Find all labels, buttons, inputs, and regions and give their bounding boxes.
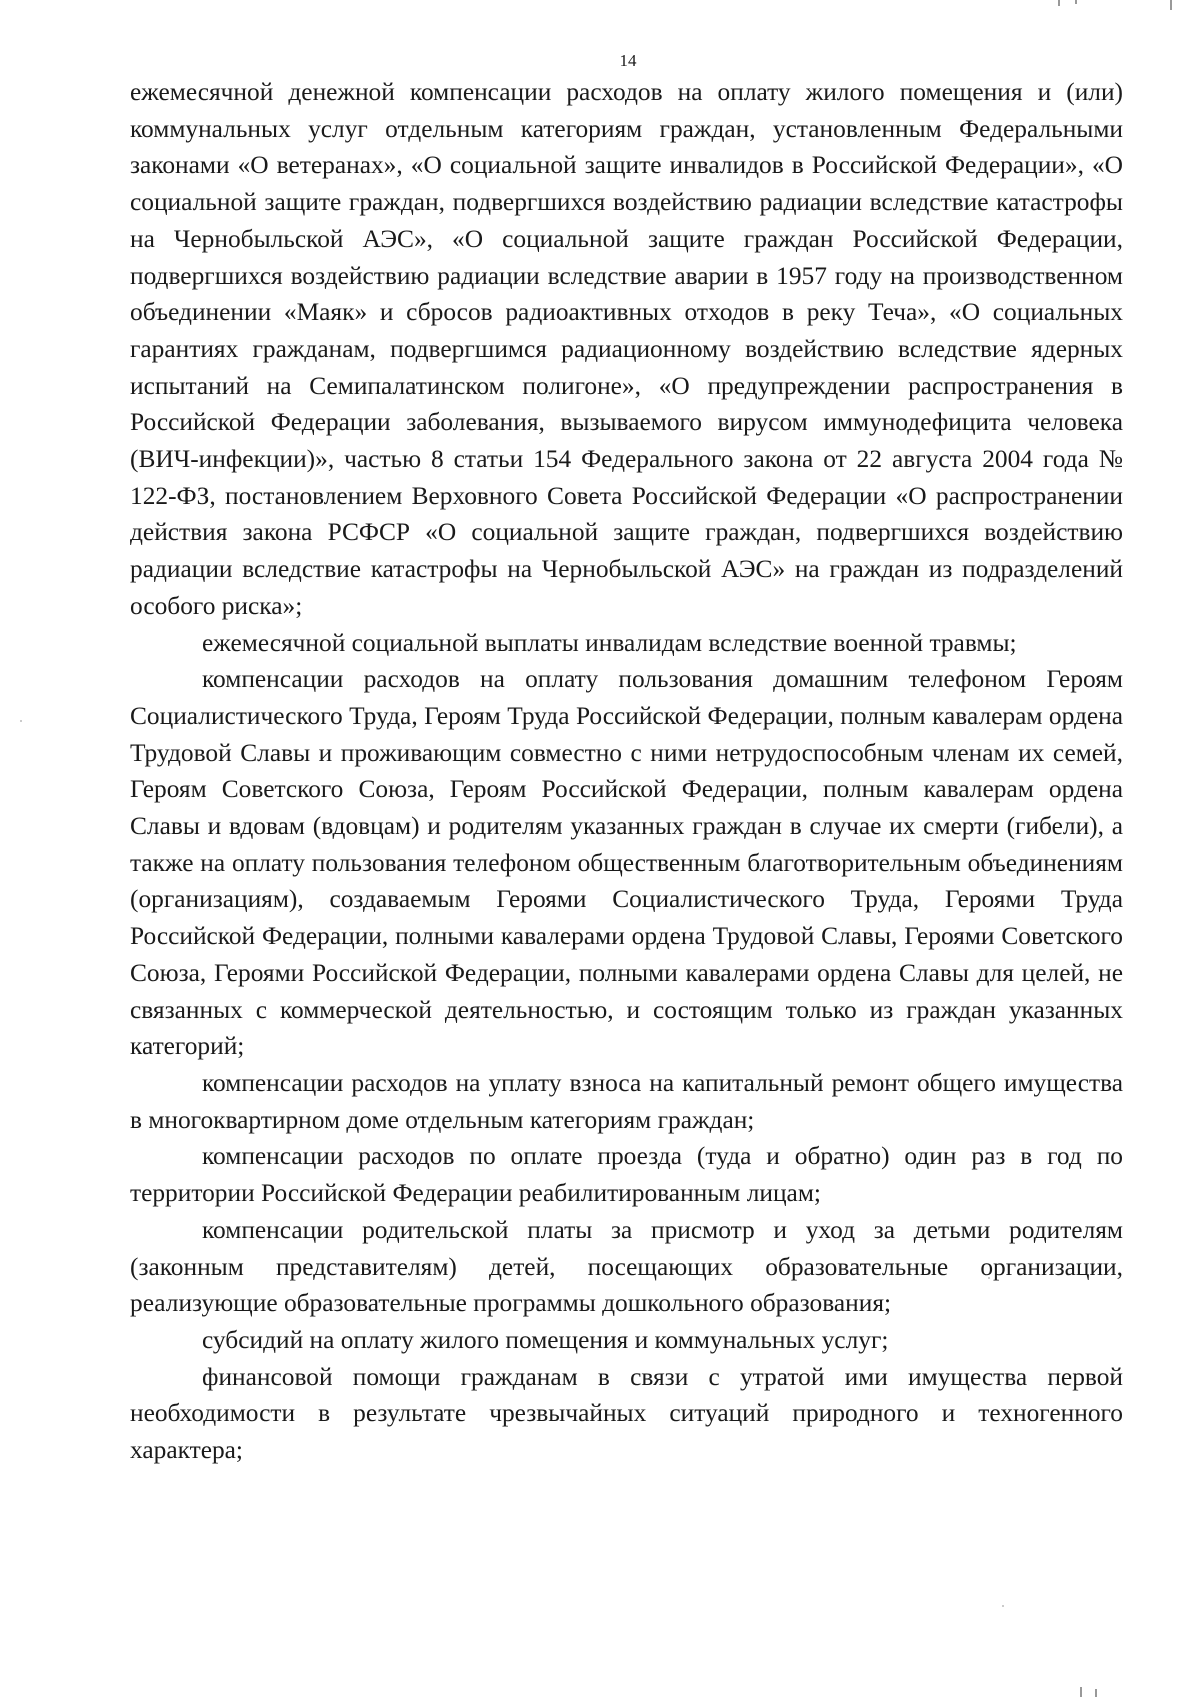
document-body <box>130 74 1123 1469</box>
scan-artifact <box>1170 0 1172 10</box>
paragraph: ежемесячной денежной компенсации расходов на оплату жилого помещения и (или) коммунальных услуг отдельным категориям граждан, установленным Федеральными законами «О ветеранах», «О социальной защите инвалидов в Российской Федерации», «О социальной защите граждан, подвергшихся воздействию радиации вследствие катастрофы на Чернобыльской АЭС», «О социальной защите граждан Российской Федерации, подвергшихся воздействию радиации вследствие аварии в 1957 году на производственном объединении «Маяк» и сбросов радиоактивных отходов в реку Теча», «О социальных гарантиях гражданам, подвергшимся радиационному воздействию вследствие ядерных испытаний на Семипалатинском полигоне», «О предупреждении распространения в Российской Федерации заболевания, вызываемого вирусом иммунодефицита человека (ВИЧ-инфекции)», частью 8 статьи 154 Федерального закона от 22 августа 2004 года № 122-ФЗ, постановлением Верховного Совета Российской Федерации «О распространении действия закона РСФСР «О социальной защите граждан, подвергшихся воздействию радиации вследствие катастрофы на Чернобыльской АЭС» на граждан из подразделений особого риска»; <box>130 78 1123 620</box>
paragraph: компенсации родительской платы за присмотр и уход за детьми родителям (законным представителям) детей, посещающих образовательные организации, реализующие образовательные программы дошкольного образования; <box>130 1215 1123 1318</box>
scan-artifact <box>1075 0 1077 4</box>
scan-artifact <box>1095 1689 1097 1697</box>
paragraph: компенсации расходов по оплате проезда (туда и обратно) один раз в год по территории Российской Федерации реабилитированным лицам; <box>130 1142 1123 1208</box>
paragraph: компенсации расходов на уплату взноса на капитальный ремонт общего имущества в многоквартирном доме отдельным категориям граждан; <box>130 1068 1123 1134</box>
paragraph: субсидий на оплату жилого помещения и коммунальных услуг; <box>202 1325 889 1354</box>
scan-artifact <box>20 720 22 722</box>
page-number: 14 <box>619 51 637 70</box>
paragraph: ежемесячной социальной выплаты инвалидам вследствие военной травмы; <box>202 628 1017 657</box>
paragraph: компенсации расходов на оплату пользования домашним телефоном Героям Социалистического Труда, Героям Труда Российской Федерации, полным кавалерам ордена Трудовой Славы и проживающим совместно с ними нетрудоспособным членам их семей, Героям Советского Союза, Героям Российской Федерации, полным кавалерам ордена Славы и вдовам (вдовцам) и родителям указанных граждан в случае их смерти (гибели), а также на оплату пользования телефоном общественным благотворительным объединениям (организациям), создаваемым Героями Социалистического Труда, Героями Труда Российской Федерации, полными кавалерами ордена Трудовой Славы, Героями Советского Союза, Героями Российской Федерации, полными кавалерами ордена Славы для целей, не связанных с коммерческой деятельностью, и состоящим только из граждан указанных категорий; <box>130 665 1123 1061</box>
scan-artifact <box>1002 1605 1004 1607</box>
scan-artifact <box>1058 0 1060 6</box>
scan-artifact <box>1080 1687 1082 1697</box>
paragraph: финансовой помощи гражданам в связи с утратой ими имущества первой необходимости в результате чрезвычайных ситуаций природного и техногенного характера; <box>130 1362 1123 1465</box>
